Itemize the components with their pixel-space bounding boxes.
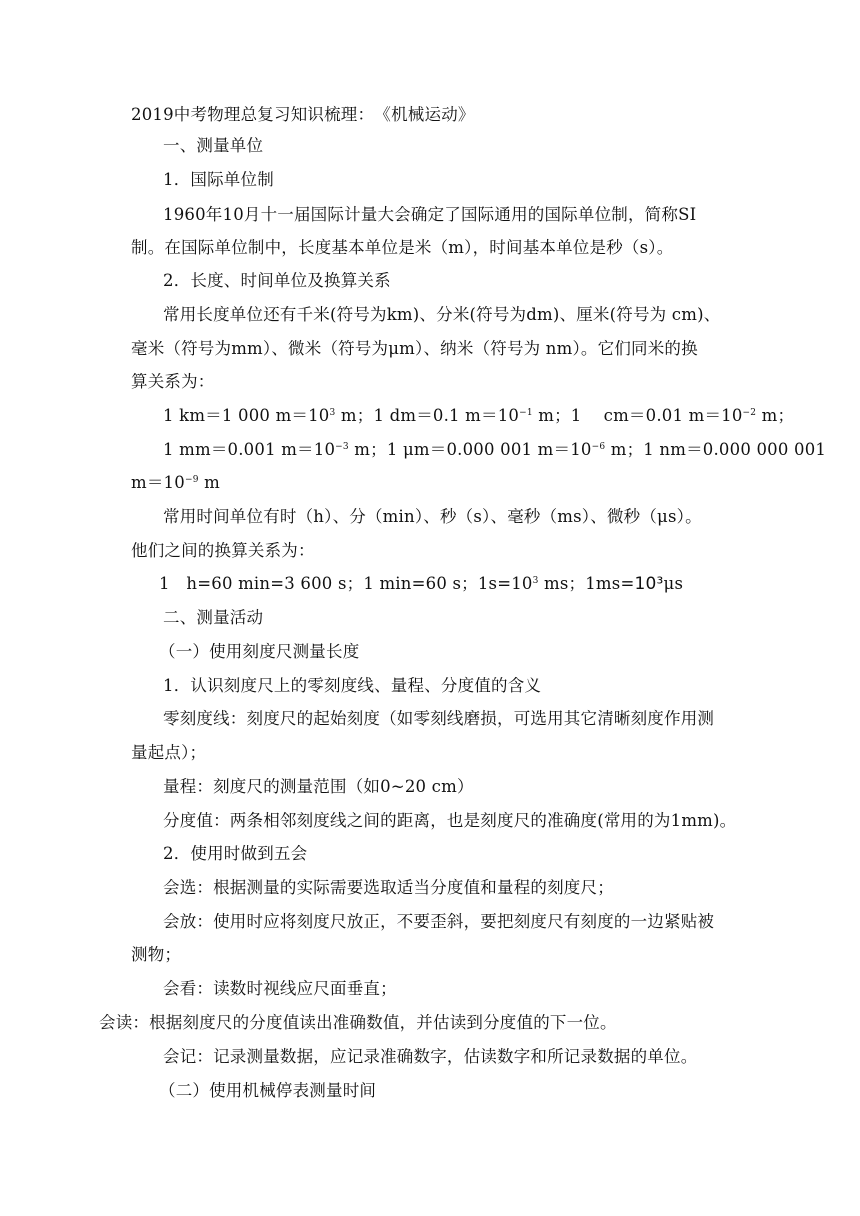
conv1-exponent-a: 3	[329, 408, 336, 418]
time-conv-part-c: 10³	[634, 574, 664, 594]
time-conv-part-b: ms；1ms=	[538, 574, 635, 593]
conv1-part-c: m；1 cm＝0.01 m＝10	[532, 406, 743, 425]
place-line-1: 会放：使用时应将刻度尺放正，不要歪斜，要把刻度尺有刻度的一边紧贴被	[163, 912, 715, 931]
section-2-2-heading: （二）使用机械停表测量时间	[159, 1081, 377, 1100]
read-line: 会读：根据刻度尺的分度值读出准确数值，并估读到分度值的下一位。	[99, 1013, 617, 1032]
section-2-1-1-heading: 1．认识刻度尺上的零刻度线、量程、分度值的含义	[163, 676, 542, 695]
conv1-exponent-b: −1	[519, 408, 533, 418]
time-units-line-1: 常用时间单位有时（h）、分（min）、秒（s）、毫秒（ms）、微秒（μs）。	[163, 507, 702, 526]
choose-line: 会选：根据测量的实际需要选取适当分度值和量程的刻度尺；	[163, 878, 614, 897]
place-line-2: 测物；	[131, 945, 182, 964]
section-1-1-heading: 1．国际单位制	[163, 170, 274, 189]
conv1-part-a: 1 km＝1 000 m＝10	[163, 406, 330, 425]
conv3-part-b: m	[198, 473, 220, 492]
document-title: 2019中考物理总复习知识梳理： 《机械运动》	[131, 105, 475, 124]
conv1-exponent-c: −2	[742, 408, 757, 418]
section-1-2-heading: 2．长度、时间单位及换算关系	[163, 271, 391, 290]
time-conv-part-a: 1 h=60 min=3 600 s；1 min=60 s；1s=10	[159, 574, 533, 593]
record-line: 会记：记录测量数据，应记录准确数字，估读数字和所记录数据的单位。	[163, 1047, 698, 1066]
range-line: 量程：刻度尺的测量范围（如0~20 cm）	[163, 777, 474, 796]
section-2-heading: 二、测量活动	[163, 608, 264, 627]
time-conv-part-d: μs	[663, 574, 684, 593]
length-conversion-line-3	[131, 472, 220, 494]
section-2-1-2-heading: 2．使用时做到五会	[163, 844, 308, 863]
length-units-line-3: 算关系为：	[131, 372, 215, 391]
section-1-heading: 一、测量单位	[163, 136, 264, 155]
conv2-part-c: m；1 nm＝0.000 000 001	[605, 440, 827, 459]
conv2-part-a: 1 mm＝0.001 m＝10	[163, 440, 336, 459]
time-units-line-2: 他们之间的换算关系为：	[131, 541, 315, 560]
length-units-line-2: 毫米（符号为mm）、微米（符号为μm）、纳米（符号为 nm）。它们同米的换	[131, 339, 698, 358]
conv2-part-b: m；1 μm＝0.000 001 m＝10	[348, 440, 592, 459]
division-value-line: 分度值：两条相邻刻度线之间的距离，也是刻度尺的准确度(常用的为1mm)。	[163, 811, 737, 830]
look-line: 会看：读数时视线应尺面垂直；	[163, 979, 397, 998]
conv2-exponent-a: −3	[335, 442, 349, 452]
zero-mark-line-2: 量起点）；	[131, 743, 207, 762]
si-paragraph-line-2: 制。在国际单位制中，长度基本单位是米（m），时间基本单位是秒（s）。	[131, 238, 674, 257]
si-paragraph-line-1: 1960年10月十一届国际计量大会确定了国际通用的国际单位制，简称SI	[163, 205, 697, 224]
time-conv-exponent-a: 3	[532, 576, 539, 586]
conv3-part-a: m＝10	[131, 473, 185, 492]
conv1-part-b: m；1 dm＝0.1 m＝10	[335, 406, 520, 425]
length-conversion-line-2	[163, 439, 826, 461]
length-units-line-1: 常用长度单位还有千米(符号为km)、分米(符号为dm)、厘米(符号为 cm)、	[163, 305, 721, 324]
length-conversion-line-1	[163, 405, 794, 427]
conv2-exponent-b: −6	[591, 442, 606, 452]
conv3-exponent-a: −9	[184, 475, 199, 485]
time-conversion-line	[159, 573, 683, 595]
section-2-1-heading: （一）使用刻度尺测量长度	[159, 642, 360, 661]
zero-mark-line-1: 零刻度线：刻度尺的起始刻度（如零刻线磨损，可选用其它清晰刻度作用测	[163, 709, 715, 728]
conv1-part-d: m；	[756, 406, 795, 425]
